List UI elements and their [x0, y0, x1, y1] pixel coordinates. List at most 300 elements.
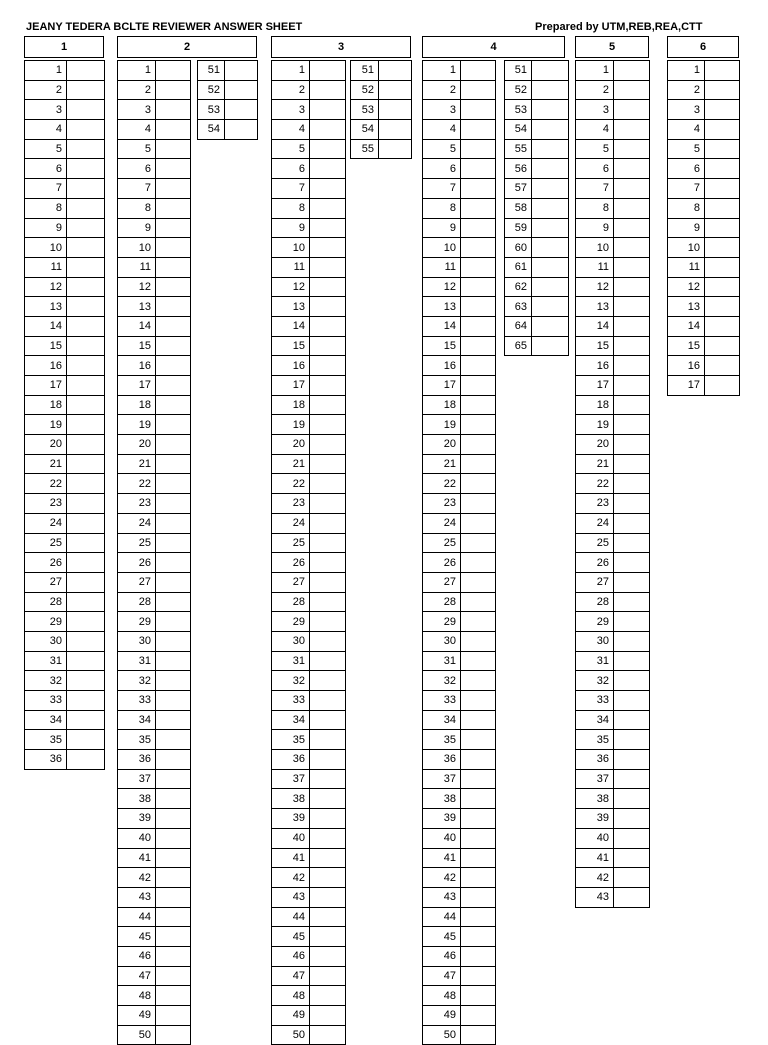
- answer-box[interactable]: [614, 513, 650, 533]
- answer-box[interactable]: [225, 120, 258, 140]
- answer-box[interactable]: [67, 435, 105, 455]
- answer-box[interactable]: [461, 277, 496, 297]
- answer-box[interactable]: [532, 159, 569, 179]
- answer-box[interactable]: [67, 80, 105, 100]
- answer-box[interactable]: [310, 1006, 346, 1026]
- answer-box[interactable]: [705, 218, 740, 238]
- answer-box[interactable]: [310, 356, 346, 376]
- answer-box[interactable]: [156, 100, 191, 120]
- answer-box[interactable]: [156, 316, 191, 336]
- answer-box[interactable]: [225, 80, 258, 100]
- answer-box[interactable]: [67, 592, 105, 612]
- answer-box[interactable]: [310, 592, 346, 612]
- answer-box[interactable]: [156, 809, 191, 829]
- answer-box[interactable]: [156, 454, 191, 474]
- answer-box[interactable]: [156, 769, 191, 789]
- answer-box[interactable]: [461, 218, 496, 238]
- answer-box[interactable]: [310, 494, 346, 514]
- answer-box[interactable]: [705, 198, 740, 218]
- answer-row: [272, 572, 346, 592]
- answer-box[interactable]: [461, 474, 496, 494]
- answer-box[interactable]: [461, 198, 496, 218]
- answer-row: [25, 336, 105, 356]
- answer-box[interactable]: [225, 100, 258, 120]
- answer-box[interactable]: [156, 435, 191, 455]
- answer-box[interactable]: [67, 553, 105, 573]
- answer-box[interactable]: [461, 376, 496, 396]
- answer-box[interactable]: [156, 966, 191, 986]
- answer-box[interactable]: [310, 730, 346, 750]
- answer-box[interactable]: [461, 592, 496, 612]
- answer-box[interactable]: [461, 139, 496, 159]
- answer-box[interactable]: [310, 218, 346, 238]
- answer-box[interactable]: [67, 691, 105, 711]
- answer-box[interactable]: [614, 494, 650, 514]
- answer-box[interactable]: [156, 474, 191, 494]
- answer-box[interactable]: [156, 691, 191, 711]
- question-number: 22: [118, 474, 156, 494]
- answer-box[interactable]: [310, 789, 346, 809]
- answer-box[interactable]: [67, 257, 105, 277]
- answer-box[interactable]: [310, 809, 346, 829]
- answer-box[interactable]: [461, 572, 496, 592]
- answer-box[interactable]: [156, 789, 191, 809]
- answer-box[interactable]: [310, 946, 346, 966]
- answer-box[interactable]: [461, 927, 496, 947]
- answer-box[interactable]: [705, 120, 740, 140]
- answer-box[interactable]: [532, 316, 569, 336]
- answer-box[interactable]: [705, 238, 740, 258]
- answer-box[interactable]: [67, 100, 105, 120]
- answer-box[interactable]: [67, 120, 105, 140]
- answer-box[interactable]: [310, 257, 346, 277]
- answer-box[interactable]: [614, 179, 650, 199]
- answer-box[interactable]: [156, 553, 191, 573]
- question-number: 27: [25, 572, 67, 592]
- answer-box[interactable]: [705, 139, 740, 159]
- answer-box[interactable]: [310, 631, 346, 651]
- answer-box[interactable]: [310, 986, 346, 1006]
- answer-box[interactable]: [156, 927, 191, 947]
- answer-box[interactable]: [614, 572, 650, 592]
- answer-box[interactable]: [156, 986, 191, 1006]
- answer-box[interactable]: [156, 710, 191, 730]
- answer-box[interactable]: [614, 257, 650, 277]
- answer-box[interactable]: [461, 671, 496, 691]
- answer-box[interactable]: [614, 297, 650, 317]
- answer-box[interactable]: [67, 513, 105, 533]
- answer-box[interactable]: [461, 750, 496, 770]
- answer-box[interactable]: [461, 297, 496, 317]
- answer-box[interactable]: [156, 572, 191, 592]
- answer-box[interactable]: [614, 651, 650, 671]
- answer-box[interactable]: [614, 887, 650, 907]
- answer-box[interactable]: [310, 612, 346, 632]
- answer-box[interactable]: [156, 159, 191, 179]
- answer-box[interactable]: [310, 848, 346, 868]
- answer-box[interactable]: [156, 376, 191, 396]
- answer-box[interactable]: [705, 257, 740, 277]
- answer-box[interactable]: [461, 907, 496, 927]
- answer-box[interactable]: [461, 730, 496, 750]
- answer-box[interactable]: [614, 435, 650, 455]
- answer-row: [272, 474, 346, 494]
- answer-box[interactable]: [614, 533, 650, 553]
- answer-box[interactable]: [461, 887, 496, 907]
- answer-box[interactable]: [614, 671, 650, 691]
- answer-box[interactable]: [614, 238, 650, 258]
- answer-box[interactable]: [461, 691, 496, 711]
- answer-box[interactable]: [614, 100, 650, 120]
- answer-box[interactable]: [461, 336, 496, 356]
- answer-box[interactable]: [67, 710, 105, 730]
- answer-box[interactable]: [310, 179, 346, 199]
- answer-box[interactable]: [156, 297, 191, 317]
- answer-box[interactable]: [461, 789, 496, 809]
- answer-box[interactable]: [156, 868, 191, 888]
- answer-box[interactable]: [67, 612, 105, 632]
- answer-box[interactable]: [310, 769, 346, 789]
- answer-box[interactable]: [67, 179, 105, 199]
- question-number: 44: [272, 907, 310, 927]
- answer-box[interactable]: [310, 553, 346, 573]
- answer-box[interactable]: [461, 100, 496, 120]
- answer-box[interactable]: [532, 139, 569, 159]
- answer-box[interactable]: [310, 907, 346, 927]
- answer-box[interactable]: [461, 179, 496, 199]
- answer-box[interactable]: [532, 297, 569, 317]
- answer-row: [423, 927, 496, 947]
- answer-box[interactable]: [614, 198, 650, 218]
- answer-box[interactable]: [156, 80, 191, 100]
- answer-box[interactable]: [461, 257, 496, 277]
- answer-box[interactable]: [156, 61, 191, 81]
- answer-box[interactable]: [532, 120, 569, 140]
- answer-box[interactable]: [379, 139, 412, 159]
- question-number: 3: [423, 100, 461, 120]
- answer-box[interactable]: [67, 376, 105, 396]
- answer-box[interactable]: [67, 139, 105, 159]
- answer-box[interactable]: [67, 336, 105, 356]
- answer-box[interactable]: [310, 710, 346, 730]
- answer-box[interactable]: [461, 513, 496, 533]
- question-number: 28: [25, 592, 67, 612]
- answer-box[interactable]: [532, 277, 569, 297]
- answer-box[interactable]: [310, 238, 346, 258]
- answer-box[interactable]: [310, 868, 346, 888]
- answer-box[interactable]: [156, 1025, 191, 1045]
- answer-box[interactable]: [461, 946, 496, 966]
- answer-box[interactable]: [614, 828, 650, 848]
- answer-box[interactable]: [310, 316, 346, 336]
- answer-box[interactable]: [461, 159, 496, 179]
- answer-box[interactable]: [67, 159, 105, 179]
- answer-box[interactable]: [67, 297, 105, 317]
- answer-box[interactable]: [67, 454, 105, 474]
- answer-box[interactable]: [156, 828, 191, 848]
- answer-box[interactable]: [614, 336, 650, 356]
- answer-box[interactable]: [614, 769, 650, 789]
- answer-box[interactable]: [310, 336, 346, 356]
- question-number: 39: [272, 809, 310, 829]
- answer-box[interactable]: [310, 828, 346, 848]
- answer-box[interactable]: [310, 1025, 346, 1045]
- answer-box[interactable]: [156, 651, 191, 671]
- answer-box[interactable]: [310, 750, 346, 770]
- answer-box[interactable]: [705, 336, 740, 356]
- answer-box[interactable]: [67, 572, 105, 592]
- answer-box[interactable]: [310, 435, 346, 455]
- answer-box[interactable]: [532, 218, 569, 238]
- answer-box[interactable]: [614, 789, 650, 809]
- answer-box[interactable]: [67, 316, 105, 336]
- answer-box[interactable]: [705, 277, 740, 297]
- answer-box[interactable]: [614, 848, 650, 868]
- answer-box[interactable]: [379, 61, 412, 81]
- answer-box[interactable]: [67, 198, 105, 218]
- answer-box[interactable]: [461, 966, 496, 986]
- answer-box[interactable]: [310, 277, 346, 297]
- answer-box[interactable]: [67, 356, 105, 376]
- answer-box[interactable]: [156, 238, 191, 258]
- question-number: 36: [118, 750, 156, 770]
- answer-box[interactable]: [614, 631, 650, 651]
- question-number: 28: [118, 592, 156, 612]
- answer-box[interactable]: [461, 494, 496, 514]
- question-number: 3: [118, 100, 156, 120]
- answer-box[interactable]: [156, 612, 191, 632]
- question-number: 41: [118, 848, 156, 868]
- answer-box[interactable]: [67, 395, 105, 415]
- answer-box[interactable]: [461, 80, 496, 100]
- answer-box[interactable]: [156, 356, 191, 376]
- answer-box[interactable]: [310, 80, 346, 100]
- answer-box[interactable]: [156, 750, 191, 770]
- answer-box[interactable]: [156, 218, 191, 238]
- answer-box[interactable]: [310, 671, 346, 691]
- answer-box[interactable]: [614, 80, 650, 100]
- answer-box[interactable]: [614, 868, 650, 888]
- answer-box[interactable]: [310, 927, 346, 947]
- answer-box[interactable]: [156, 907, 191, 927]
- question-number: 6: [25, 159, 67, 179]
- answer-row: [576, 671, 650, 691]
- answer-box[interactable]: [67, 750, 105, 770]
- answer-box[interactable]: [310, 572, 346, 592]
- answer-box[interactable]: [461, 395, 496, 415]
- answer-box[interactable]: [67, 474, 105, 494]
- answer-box[interactable]: [461, 1025, 496, 1045]
- answer-box[interactable]: [614, 356, 650, 376]
- answer-row: [272, 809, 346, 829]
- answer-box[interactable]: [156, 120, 191, 140]
- answer-box[interactable]: [379, 120, 412, 140]
- answer-box[interactable]: [614, 730, 650, 750]
- answer-box[interactable]: [310, 198, 346, 218]
- answer-row: [25, 533, 105, 553]
- question-number: 8: [25, 198, 67, 218]
- answer-box[interactable]: [461, 1006, 496, 1026]
- answer-box[interactable]: [461, 848, 496, 868]
- answer-box[interactable]: [461, 435, 496, 455]
- answer-box[interactable]: [614, 809, 650, 829]
- answer-box[interactable]: [705, 297, 740, 317]
- answer-box[interactable]: [310, 887, 346, 907]
- answer-box[interactable]: [310, 966, 346, 986]
- answer-box[interactable]: [156, 179, 191, 199]
- answer-box[interactable]: [532, 61, 569, 81]
- answer-box[interactable]: [461, 612, 496, 632]
- answer-box[interactable]: [461, 120, 496, 140]
- answer-box[interactable]: [614, 139, 650, 159]
- answer-box[interactable]: [310, 533, 346, 553]
- answer-box[interactable]: [461, 868, 496, 888]
- answer-box[interactable]: [156, 671, 191, 691]
- answer-box[interactable]: [156, 946, 191, 966]
- answer-box[interactable]: [614, 474, 650, 494]
- answer-box[interactable]: [461, 828, 496, 848]
- answer-box[interactable]: [705, 61, 740, 81]
- answer-box[interactable]: [461, 986, 496, 1006]
- answer-box[interactable]: [614, 415, 650, 435]
- answer-box[interactable]: [67, 277, 105, 297]
- answer-box[interactable]: [67, 631, 105, 651]
- answer-box[interactable]: [614, 159, 650, 179]
- answer-box[interactable]: [614, 592, 650, 612]
- answer-box[interactable]: [614, 316, 650, 336]
- answer-box[interactable]: [67, 533, 105, 553]
- answer-box[interactable]: [705, 356, 740, 376]
- answer-box[interactable]: [614, 61, 650, 81]
- answer-box[interactable]: [461, 553, 496, 573]
- answer-row: [423, 907, 496, 927]
- answer-box[interactable]: [310, 395, 346, 415]
- answer-box[interactable]: [461, 809, 496, 829]
- answer-box[interactable]: [310, 120, 346, 140]
- answer-box[interactable]: [461, 316, 496, 336]
- answer-box[interactable]: [310, 100, 346, 120]
- question-number: 45: [423, 927, 461, 947]
- answer-box[interactable]: [225, 61, 258, 81]
- answer-box[interactable]: [461, 454, 496, 474]
- answer-box[interactable]: [310, 651, 346, 671]
- answer-box[interactable]: [67, 61, 105, 81]
- answer-box[interactable]: [156, 139, 191, 159]
- question-number: 6: [668, 159, 705, 179]
- answer-box[interactable]: [532, 80, 569, 100]
- answer-box[interactable]: [461, 651, 496, 671]
- answer-box[interactable]: [156, 198, 191, 218]
- question-number: 20: [423, 435, 461, 455]
- answer-box[interactable]: [156, 848, 191, 868]
- answer-box[interactable]: [156, 395, 191, 415]
- answer-box[interactable]: [532, 336, 569, 356]
- answer-box[interactable]: [705, 80, 740, 100]
- answer-box[interactable]: [614, 218, 650, 238]
- answer-box[interactable]: [705, 100, 740, 120]
- answer-box[interactable]: [156, 336, 191, 356]
- answer-box[interactable]: [614, 612, 650, 632]
- answer-box[interactable]: [614, 395, 650, 415]
- answer-box[interactable]: [614, 691, 650, 711]
- answer-box[interactable]: [461, 415, 496, 435]
- answer-box[interactable]: [67, 494, 105, 514]
- answer-box[interactable]: [67, 415, 105, 435]
- answer-box[interactable]: [705, 179, 740, 199]
- answer-box[interactable]: [156, 257, 191, 277]
- answer-box[interactable]: [156, 887, 191, 907]
- question-number: 15: [118, 336, 156, 356]
- answer-box[interactable]: [67, 651, 105, 671]
- answer-box[interactable]: [310, 61, 346, 81]
- answer-box[interactable]: [67, 730, 105, 750]
- answer-box[interactable]: [532, 238, 569, 258]
- answer-box[interactable]: [461, 533, 496, 553]
- answer-row: [272, 356, 346, 376]
- answer-box[interactable]: [532, 257, 569, 277]
- answer-box[interactable]: [705, 316, 740, 336]
- answer-box[interactable]: [156, 277, 191, 297]
- answer-box[interactable]: [156, 494, 191, 514]
- answer-box[interactable]: [67, 238, 105, 258]
- answer-box[interactable]: [156, 631, 191, 651]
- question-number: 33: [423, 691, 461, 711]
- answer-row: [505, 238, 569, 258]
- answer-box[interactable]: [310, 474, 346, 494]
- answer-box[interactable]: [532, 100, 569, 120]
- answer-box[interactable]: [379, 80, 412, 100]
- answer-box[interactable]: [310, 139, 346, 159]
- answer-box[interactable]: [310, 415, 346, 435]
- answer-box[interactable]: [156, 1006, 191, 1026]
- answer-box[interactable]: [461, 631, 496, 651]
- answer-box[interactable]: [705, 376, 740, 396]
- answer-box[interactable]: [156, 730, 191, 750]
- answer-box[interactable]: [532, 198, 569, 218]
- answer-box[interactable]: [705, 159, 740, 179]
- answer-box[interactable]: [461, 769, 496, 789]
- answer-box[interactable]: [614, 376, 650, 396]
- answer-box[interactable]: [310, 297, 346, 317]
- answer-box[interactable]: [614, 750, 650, 770]
- answer-box[interactable]: [156, 513, 191, 533]
- answer-box[interactable]: [310, 691, 346, 711]
- answer-box[interactable]: [310, 159, 346, 179]
- answer-box[interactable]: [379, 100, 412, 120]
- answer-row: [668, 277, 740, 297]
- answer-box[interactable]: [310, 513, 346, 533]
- answer-box[interactable]: [156, 592, 191, 612]
- answer-box[interactable]: [614, 277, 650, 297]
- answer-box[interactable]: [461, 61, 496, 81]
- answer-box[interactable]: [156, 533, 191, 553]
- answer-box[interactable]: [67, 671, 105, 691]
- answer-box[interactable]: [614, 553, 650, 573]
- question-number: 35: [272, 730, 310, 750]
- answer-box[interactable]: [310, 376, 346, 396]
- answer-box[interactable]: [461, 710, 496, 730]
- answer-box[interactable]: [614, 454, 650, 474]
- answer-box[interactable]: [461, 356, 496, 376]
- question-number: 52: [198, 80, 225, 100]
- answer-box[interactable]: [310, 454, 346, 474]
- answer-box[interactable]: [532, 179, 569, 199]
- answer-box[interactable]: [461, 238, 496, 258]
- answer-box[interactable]: [156, 415, 191, 435]
- answer-box[interactable]: [614, 710, 650, 730]
- answer-box[interactable]: [67, 218, 105, 238]
- answer-box[interactable]: [614, 120, 650, 140]
